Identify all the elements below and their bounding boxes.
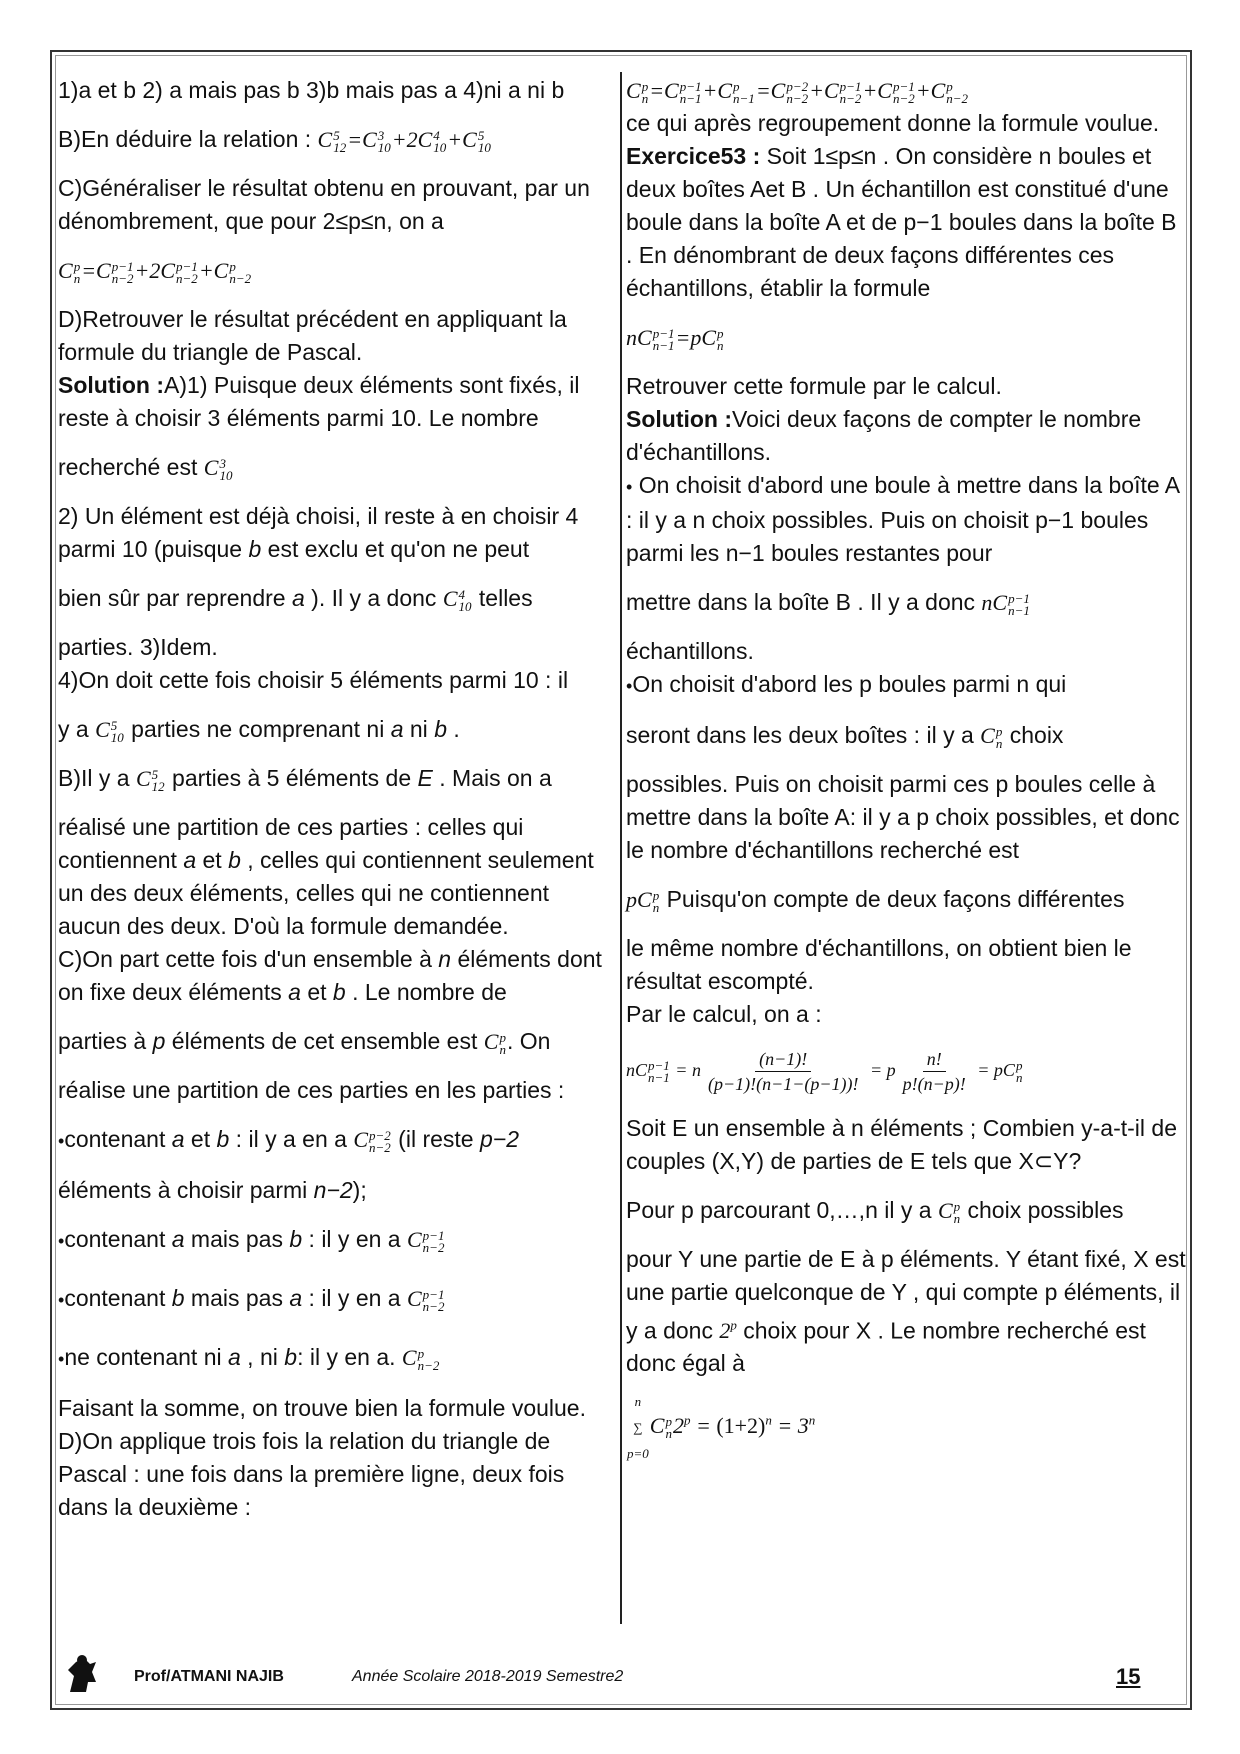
solution-53: Solution :Voici deux façons de compter le nombre d'échantillons. (626, 406, 1142, 465)
sum-formula: n ∑ p=0 C p n $2^p = (1+2)^n = 3^n$ (627, 1394, 816, 1462)
question-B: B)En déduire la relation : C 5 12 =C 3 10 +2C 4 10 +C 5 10 (58, 126, 491, 155)
bullet-second-way: •On choisit d'abord les p boules parmi n qui (626, 671, 1067, 697)
page-number: 15 (1116, 1664, 1141, 1689)
retrouver-text: Retrouver cette formule par le calcul. (626, 373, 1002, 399)
question-D: D)Retrouver le résultat précédent en appliquant la formule du triangle de Pascal. (58, 306, 567, 365)
solution-C-count: parties à p éléments de cet ensemble est C p n . On (58, 1028, 551, 1057)
formula-C: C p n =C p−1 n−2 +2C p−1 n−2 +C p n−2 (58, 258, 252, 286)
pascal-expansion: C p n =C p−1 n−1 +C p n−1 =C p−2 n−2 +C p−1 n−2 +C p−1 n−2 +C p n−2 (626, 78, 969, 106)
page-footer (62, 1658, 1172, 1698)
regroup-text: ce qui après regroupement donne la formule voulue. (626, 110, 1160, 136)
left-column (58, 74, 616, 1524)
answer-couples-2: pour Y une partie de E à p éléments. Y étant fixé, X est une partie quelconque de Y , qui compte p éléments, il y a donc 2$^p$ choix pour X . Le nombre recherché est donc égal à (626, 1246, 1186, 1377)
solution-C: C)On part cette fois d'un ensemble à n éléments dont on fixe deux éléments a et b . Le nombre de (58, 946, 602, 1005)
solution-A4-result: y a C 5 10 parties ne comprenant ni a ni b . (58, 716, 460, 745)
solution-B: B)Il y a C 5 12 parties à 5 éléments de E . Mais on a (58, 765, 552, 794)
solution-A2: 2) Un élément est déjà choisi, il reste à en choisir 4 parmi 10 (puisque b est exclu et qu'on ne peut (58, 503, 579, 562)
calc-formula: nC p−1 n−1 = n $\frac{(n-1)!}{(p-1)!(n-1-(p-1))!}$ = p $\frac{n!}{p!(n-p)!}$ = pC p n (626, 1049, 1023, 1094)
bullet-second-way-count: seront dans les deux boîtes : il y a C p n choix (626, 722, 1064, 751)
formula-53: nC p−1 n−1 =pC p n (626, 325, 724, 353)
exercise-53: Exercice53 : Soit 1≤p≤n . On considère n boules et deux boîtes Aet B . Un échantillon est constitué d'une boule dans la boîte A et de p−1 boules dans la boîte B . En dénombrant de deux façons différentes ces échantillons, établir la formule (626, 143, 1177, 301)
calc-intro: Par le calcul, on a : (626, 1001, 822, 1027)
bullet-a-and-b: •contenant a et b : il y a en a C p−2 n−2 (il reste p−2 (58, 1126, 519, 1155)
answer-couples-1: Pour p parcourant 0,…,n il y a C p n choix possibles (626, 1197, 1124, 1226)
bullet-neither: •ne contenant ni a , ni b: il y en a. C p n−2 (58, 1344, 440, 1373)
solution-D: D)On applique trois fois la relation du triangle de Pascal : une fois dans la première ligne, deux fois dans la deuxième : (58, 1428, 565, 1520)
bullet-second-way-result: pC p n Puisqu'on compte de deux façons différentes (626, 886, 1125, 915)
bullet-first-way-result: mettre dans la boîte B . Il y a donc nC p−1 n−1 (626, 589, 1030, 618)
solution-A4: 4)On doit cette fois choisir 5 éléments parmi 10 : il (58, 667, 569, 693)
solution-A3: parties. 3)Idem. (58, 634, 218, 660)
bullet-a-and-b-cont: éléments à choisir parmi n−2); (58, 1177, 367, 1203)
question-list: 1)a et b 2) a mais pas b 3)b mais pas a 4)ni a ni b (58, 77, 565, 103)
author-name: Prof/ATMANI NAJIB (134, 1668, 284, 1685)
solution-B-partition: réalisé une partition de ces parties : celles qui contiennent a et b , celles qui contiennent seulement un des deux éléments, celles qui ne contiennent aucun des deux. D'où la formule demandée. (58, 814, 594, 939)
echantillons-text: échantillons. (626, 638, 754, 664)
bullet-a-not-b: •contenant a mais pas b : il y en a C p−1 n−2 (58, 1226, 445, 1255)
question-C: C)Généraliser le résultat obtenu en prouvant, par un dénombrement, que pour 2≤p≤n, on a (58, 175, 590, 234)
conclusion-53: le même nombre d'échantillons, on obtient bien le résultat escompté. (626, 935, 1132, 994)
bullet-b-not-a: •contenant b mais pas a : il y en a C p−1 n−2 (58, 1285, 445, 1314)
solution-A1-result: recherché est C 3 10 (58, 454, 233, 483)
solution-A1: Solution :A)1) Puisque deux éléments sont fixés, il reste à choisir 3 éléments parmi 10. Le nombre (58, 372, 580, 431)
solution-C-partition: réalise une partition de ces parties en les parties : (58, 1077, 565, 1103)
right-column (626, 74, 1186, 1460)
solution-A2-result: bien sûr par reprendre a ). Il y a donc C 4 10 telles (58, 585, 533, 614)
bullet-second-way-cont: possibles. Puis on choisit parmi ces p boules celle à mettre dans la boîte A: il y a p choix possibles, et donc le nombre d'échantillons recherché est (626, 771, 1180, 863)
sum-conclusion: Faisant la somme, on trouve bien la formule voulue. (58, 1395, 586, 1421)
school-year: Année Scolaire 2018-2019 Semestre2 (352, 1668, 624, 1685)
column-divider (620, 72, 622, 1624)
bullet-first-way: • On choisit d'abord une boule à mettre dans la boîte A : il y a n choix possibles. Puis on choisit p−1 boules parmi les n−1 boules restantes pour (626, 472, 1179, 566)
author-logo-icon (62, 1652, 102, 1696)
question-couples: Soit E un ensemble à n éléments ; Combien y-a-t-il de couples (X,Y) de parties de E tels que X⊂Y? (626, 1115, 1177, 1174)
